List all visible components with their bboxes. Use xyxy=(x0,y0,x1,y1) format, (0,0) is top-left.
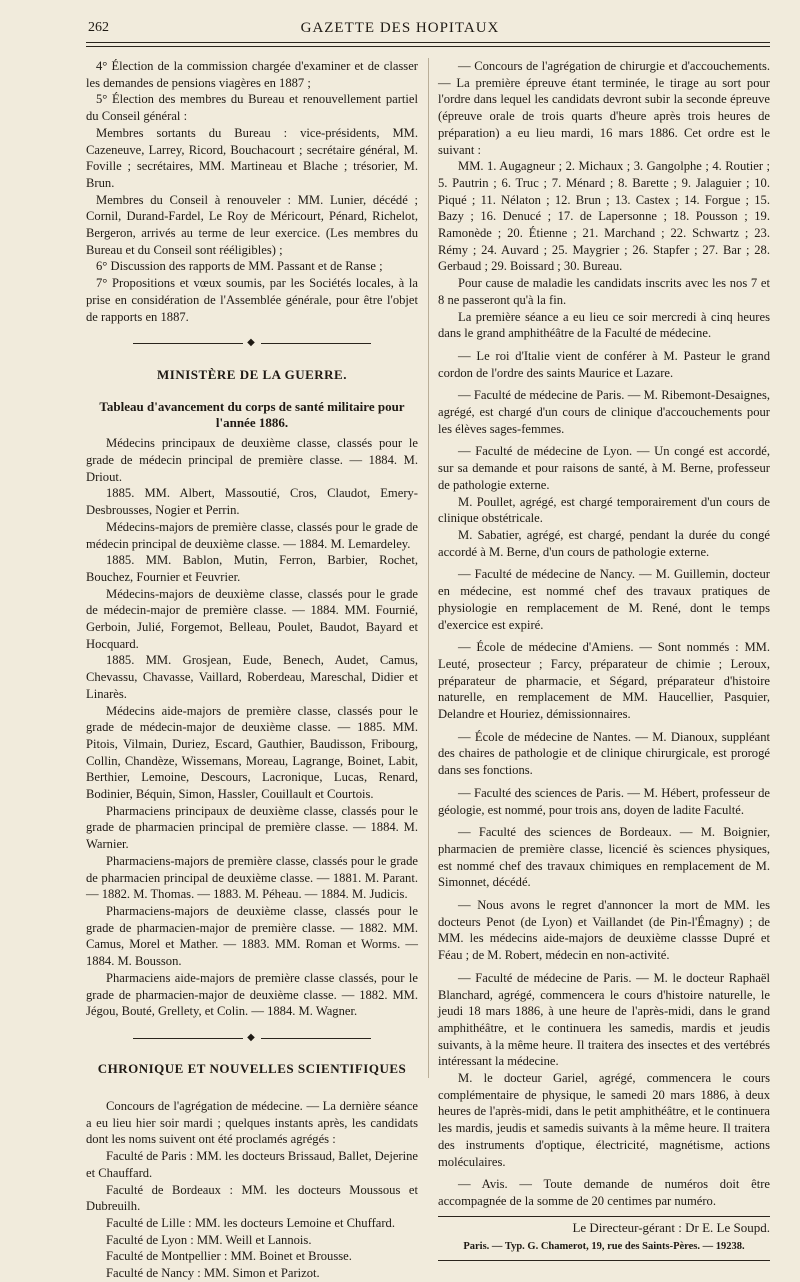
running-head: GAZETTE DES HOPITAUX xyxy=(300,20,500,36)
tableau-entry: 1885. MM. Albert, Massoutié, Cros, Claudot, Emery-Desbrousses, Nogier et Perrin. xyxy=(86,486,418,518)
tableau-entry: Médecins principaux de deuxième classe, classés pour le grade de médecin principal de première classe. — 1884. M. Driout. xyxy=(86,436,418,484)
news-paragraph: — École de médecine d'Amiens. — Sont nommés : MM. Leuté, prosecteur ; Farcy, préparateur de chimie ; Leroux, préparateur de pharmacie, et Ségard, préparateur d'histoire naturelle, en remplacement de MM. Haucellier, Pasquier, Delandre et Houriez, démissionnaires. xyxy=(438,640,770,722)
agenda-item: 7° Propositions et vœux soumis, par les Sociétés locales, à la prise en considération de l'Assemblée générale, pour être l'objet de rapports en 1887. xyxy=(86,276,418,324)
news-paragraph: — Avis. — Toute demande de numéros doit être accompagnée de la somme de 20 centimes par numéro. xyxy=(438,1177,770,1208)
imprint: Paris. — Typ. G. Chamerot, 19, rue des Saints-Pères. — 19238. xyxy=(463,1241,745,1253)
news-paragraph: — Faculté des sciences de Paris. — M. Hébert, professeur de géologie, est nommé, pour trois ans, doyen de ladite Faculté. xyxy=(438,785,770,817)
tableau-entry: Pharmaciens-majors de deuxième classe, classés pour le grade de pharmacien-major de première classe. — 1882. MM. Camus, Morel et Mather. — 1883. MM. Roman et Worms. — 1884. M. Bousson. xyxy=(86,904,418,969)
chronique-paragraph: Faculté de Lyon : MM. Weill et Lannois. xyxy=(106,1232,312,1247)
news-paragraph: — Concours de l'agrégation de chirurgie et d'accouchements. — La première épreuve étant terminée, le tirage au sort pour l'ordre dans lequel les candidats devront subir la seconde épreuve (épreuve orale de trois quarts d'heure après trois heures de préparation) a eu lieu mardi, 16 mars 1886. Cet ordre est le suivant : xyxy=(438,59,770,157)
news-paragraph: — Faculté de médecine de Paris. — M. le docteur Raphaël Blanchard, agrégé, commencera le cours d'histoire naturelle, le jeudi 18 mars 1886, à une heure de l'après-midi, dans le grand amphithéâtre, et le continuera les samedis, mardis et jeudis suivants, à la même heure. Il traitera des insectes et des vertébrés intéressant la médecine. xyxy=(438,970,770,1069)
chronique-paragraph: Concours de l'agrégation de médecine. — La dernière séance a eu lieu hier soir mardi ; quelques instants après, les candidats dont les noms suivent ont été proclamés agrégés : xyxy=(86,1098,418,1147)
tableau-entry: Médecins aide-majors de première classe, classés pour le grade de médecin-major de deuxième classe. — 1885. MM. Pitois, Vilmain, Duriez, Escard, Gauthier, Baudisson, Fribourg, Collin, Chandèze, Wissemans, Moreau, Lagrange, Boinet, Labit, Berthier, Lemoine, Descours, Lacronique, Lucas, Renard, Bodinier, Béquin, Simon, Hassler, Couillault et Courtois. xyxy=(86,703,418,802)
news-paragraph: M. Sabatier, agrégé, est chargé, pendant la durée du congé accordé à M. Berne, d'un cours de pathologie externe. xyxy=(438,527,770,559)
tableau-entry: 1885. MM. Bablon, Mutin, Ferron, Barbier, Rochet, Bouchez, Fournier et Feuvrier. xyxy=(86,553,418,584)
chronique-paragraph: Faculté de Montpellier : MM. Boinet et Brousse. xyxy=(106,1249,352,1264)
agenda-item: 4° Élection de la commission chargée d'examiner et de classer les demandes de pensions viagères en 1887 ; xyxy=(86,59,418,90)
news-paragraph: — Faculté de médecine de Paris. — M. Ribemont-Desaignes, agrégé, est chargé d'un cours de clinique d'accouchements pour les élèves sages-femmes. xyxy=(438,388,770,436)
tableau-entry: Médecins-majors de deuxième classe, classés pour le grade de médecin-major de première classe. — 1884. MM. Fournié, Gerboin, Julié, Forgemot, Belleau, Poulet, Baudot, Bayard et Hocquard. xyxy=(86,586,418,651)
news-paragraph: M. Poullet, agrégé, est chargé temporairement d'un cours de clinique obstétricale. xyxy=(438,494,770,526)
header-rule xyxy=(86,42,770,43)
tableau-entry: Pharmaciens aide-majors de première classe classés, pour le grade de pharmacien-major de deuxième classe. — 1882. MM. Jégou, Bouté, Grellety, et Colin. — 1884. M. Wagner. xyxy=(86,970,418,1019)
chronique-paragraph: Faculté de Bordeaux : MM. les docteurs Moussous et Dubreuilh. xyxy=(86,1182,418,1214)
news-paragraph: — Faculté de médecine de Lyon. — Un congé est accordé, sur sa demande et pour raisons de santé, à M. Berne, professeur de pathologie externe. xyxy=(438,444,770,492)
section-ornament: ◆ xyxy=(86,335,418,352)
news-paragraph: La première séance a eu lieu ce soir mercredi à cinq heures dans le grand amphithéâtre de la Faculté de médecine. xyxy=(438,309,770,341)
signature: Le Directeur-gérant : Dr E. Le Soupd. xyxy=(438,1216,770,1237)
footer-rule xyxy=(438,1260,770,1261)
header-rule-secondary xyxy=(86,46,770,47)
news-paragraph: M. le docteur Gariel, agrégé, commencera le cours complémentaire de physique, le samedi 20 mars 1886, à deux heures de l'après-midi, dans le petit amphithéâtre, et le continuera les mardis, jeudis et samedis suivants à la même heure. Il traitera des instruments d'optique, électricité, magnétisme, actions moléculaires. xyxy=(438,1071,770,1169)
tableau-title: Tableau d'avancement du corps de santé militaire pour l'année 1886. xyxy=(99,399,405,431)
left-column xyxy=(86,58,418,1282)
column-separator xyxy=(428,58,429,1078)
chronique-paragraph: Faculté de Lille : MM. les docteurs Lemoine et Chuffard. xyxy=(106,1215,395,1230)
tableau-entry: Pharmaciens principaux de deuxième classe, classés pour le grade de pharmacien principal de première classe. — 1884. M. Warnier. xyxy=(86,803,418,852)
tableau-entry: 1885. MM. Grosjean, Eude, Benech, Audet, Camus, Chevassu, Chavasse, Vaillard, Roberdeau, Mareschal, Didier et Linarès. xyxy=(86,653,418,701)
agenda-item: 6° Discussion des rapports de MM. Passant et de Ranse ; xyxy=(96,259,383,274)
chronique-paragraph: Faculté de Paris : MM. les docteurs Brissaud, Ballet, Dejerine et Chauffard. xyxy=(86,1149,418,1180)
news-paragraph: — Faculté de médecine de Nancy. — M. Guillemin, docteur en médecine, est nommé chef des travaux pratiques de physiologie en remplacement de M. René, dont le temps d'exercice est expiré. xyxy=(438,567,770,632)
news-paragraph: — Le roi d'Italie vient de conférer à M. Pasteur le grand cordon de l'ordre des saints Maurice et Lazare. xyxy=(438,348,770,380)
agenda-item: 5° Élection des membres du Bureau et renouvellement partiel du Conseil général : xyxy=(86,92,418,124)
agenda-item: Membres sortants du Bureau : vice-présidents, MM. Cazeneuve, Larrey, Ricord, Bouchacourt ; secrétaire général, M. Foville ; secrétaires, MM. Martineau et Blache ; trésorier, M. Brun. xyxy=(86,125,418,190)
right-column xyxy=(438,58,770,1261)
chronique-title: CHRONIQUE ET NOUVELLES SCIENTIFIQUES xyxy=(97,1061,407,1077)
news-paragraph: — Nous avons le regret d'annoncer la mort de MM. les docteurs Penot (de Lyon) et Vaillandet (de Pin-l'Émagny) ; de MM. les médecins aide-majors de deuxième classse Dupré et Féau ; de M. Robert, médecin en non-activité. xyxy=(438,898,770,963)
tableau-entry: Médecins-majors de première classe, classés pour le grade de médecin principal de deuxième classe. — 1884. M. Lemardeley. xyxy=(86,519,418,551)
agenda-item: Membres du Conseil à renouveler : MM. Lunier, décédé ; Cornil, Durand-Fardel, Le Roy de Méricourt, Pénard, Richelot, Bergeron, arrivés au terme de leur exercice. (Les membres du Bureau et du Conseil sont rééligibles) ; xyxy=(86,192,418,257)
ministere-title: MINISTÈRE DE LA GUERRE. xyxy=(157,366,347,382)
chronique-paragraph: Faculté de Nancy : MM. Simon et Parizot. xyxy=(106,1266,320,1281)
section-ornament: ◆ xyxy=(86,1030,418,1047)
news-paragraph: MM. 1. Augagneur ; 2. Michaux ; 3. Gangolphe ; 4. Routier ; 5. Pautrin ; 6. Truc ; 7. Ménard ; 8. Barette ; 9. Jalaguier ; 10. Piqué ; 11. Nélaton ; 12. Brun ; 13. Castex ; 14. Forgue ; 15. Bazy ; 16. Denucé ; 17. de Lapersonne ; 18. Pousson ; 19. Ramonède ; 20. Étienne ; 21. Marchand ; 22. Schwartz ; 23. Rémy ; 24. Auvard ; 25. Maygrier ; 26. Stapfer ; 27. Bar ; 28. Gerbaud ; 29. Boissard ; 30. Bureau. xyxy=(438,159,770,274)
tableau-entry: Pharmaciens-majors de première classe, classés pour le grade de pharmacien principal de deuxième classe. — 1881. M. Parant. — 1882. M. Thomas. — 1883. M. Péheau. — 1884. M. Judicis. xyxy=(86,853,418,902)
news-paragraph: Pour cause de maladie les candidats inscrits avec les nos 7 et 8 ne passeront qu'à la fin. xyxy=(438,276,770,307)
news-paragraph: — Faculté des sciences de Bordeaux. — M. Boignier, pharmacien de première classe, licencié ès sciences physiques, est nommé chef des travaux chimiques en remplacement de M. Simonnet, décédé. xyxy=(438,825,770,890)
page-number: 262 xyxy=(88,20,109,35)
news-paragraph: — École de médecine de Nantes. — M. Dianoux, suppléant des chaires de pathologie et de clinique chirurgicale, est prorogé dans ses fonctions. xyxy=(438,729,770,778)
